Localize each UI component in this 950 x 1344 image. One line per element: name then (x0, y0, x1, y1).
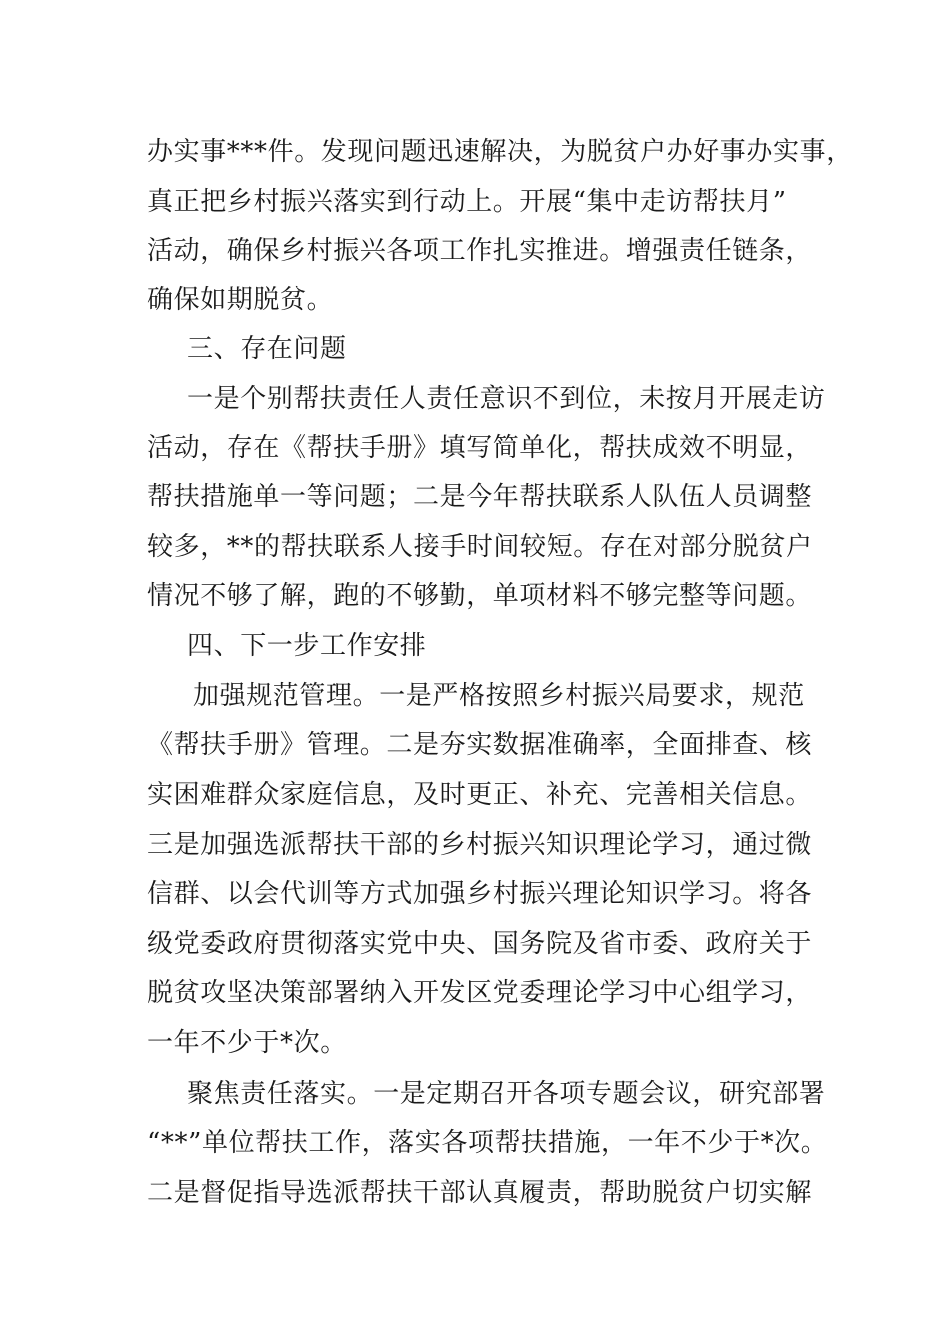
text-line-12: 加强规范管理。一是严格按照乡村振兴局要求，规范 (193, 681, 805, 711)
text-line-6: 一是个别帮扶责任人责任意识不到位，未按月开展走访 (187, 384, 826, 414)
text-line-8: 帮扶措施单一等问题；二是今年帮扶联系人队伍人员调整 (147, 482, 813, 512)
text-line-17: 级党委政府贯彻落实党中央、国务院及省市委、政府关于 (147, 929, 813, 959)
text-line-10: 情况不够了解，跑的不够勤，单项材料不够完整等问题。 (147, 581, 813, 611)
text-line-1: 办实事***件。发现问题迅速解决，为脱贫户办好事办实事， (147, 137, 853, 167)
text-line-7: 活动，存在《帮扶手册》填写简单化，帮扶成效不明显， (147, 433, 813, 463)
text-line-9: 较多，**的帮扶联系人接手时间较短。存在对部分脱贫户 (147, 532, 813, 562)
text-line-15: 三是加强选派帮扶干部的乡村振兴知识理论学习，通过微 (147, 830, 813, 860)
text-line-2: 真正把乡村振兴落实到行动上。开展“集中走访帮扶月” (147, 187, 787, 217)
text-line-13: 《帮扶手册》管理。二是夯实数据准确率，全面排查、核 (147, 730, 813, 760)
text-line-21: “**”单位帮扶工作，落实各项帮扶措施，一年不少于*次。 (147, 1128, 828, 1158)
section-heading-3: 三、存在问题 (187, 334, 347, 364)
text-line-22: 二是督促指导选派帮扶干部认真履责，帮助脱贫户切实解 (147, 1178, 813, 1208)
text-line-18: 脱贫攻坚决策部署纳入开发区党委理论学习中心组学习， (147, 978, 813, 1008)
text-line-19: 一年不少于*次。 (147, 1028, 347, 1058)
section-heading-4: 四、下一步工作安排 (187, 631, 427, 661)
text-line-20: 聚焦责任落实。一是定期召开各项专题会议，研究部署 (187, 1079, 826, 1109)
text-line-14: 实困难群众家庭信息，及时更正、补充、完善相关信息。 (147, 780, 813, 810)
text-line-3: 活动，确保乡村振兴各项工作扎实推进。增强责任链条， (147, 236, 813, 266)
text-line-4: 确保如期脱贫。 (147, 285, 334, 315)
text-line-16: 信群、以会代训等方式加强乡村振兴理论知识学习。将各 (147, 879, 813, 909)
